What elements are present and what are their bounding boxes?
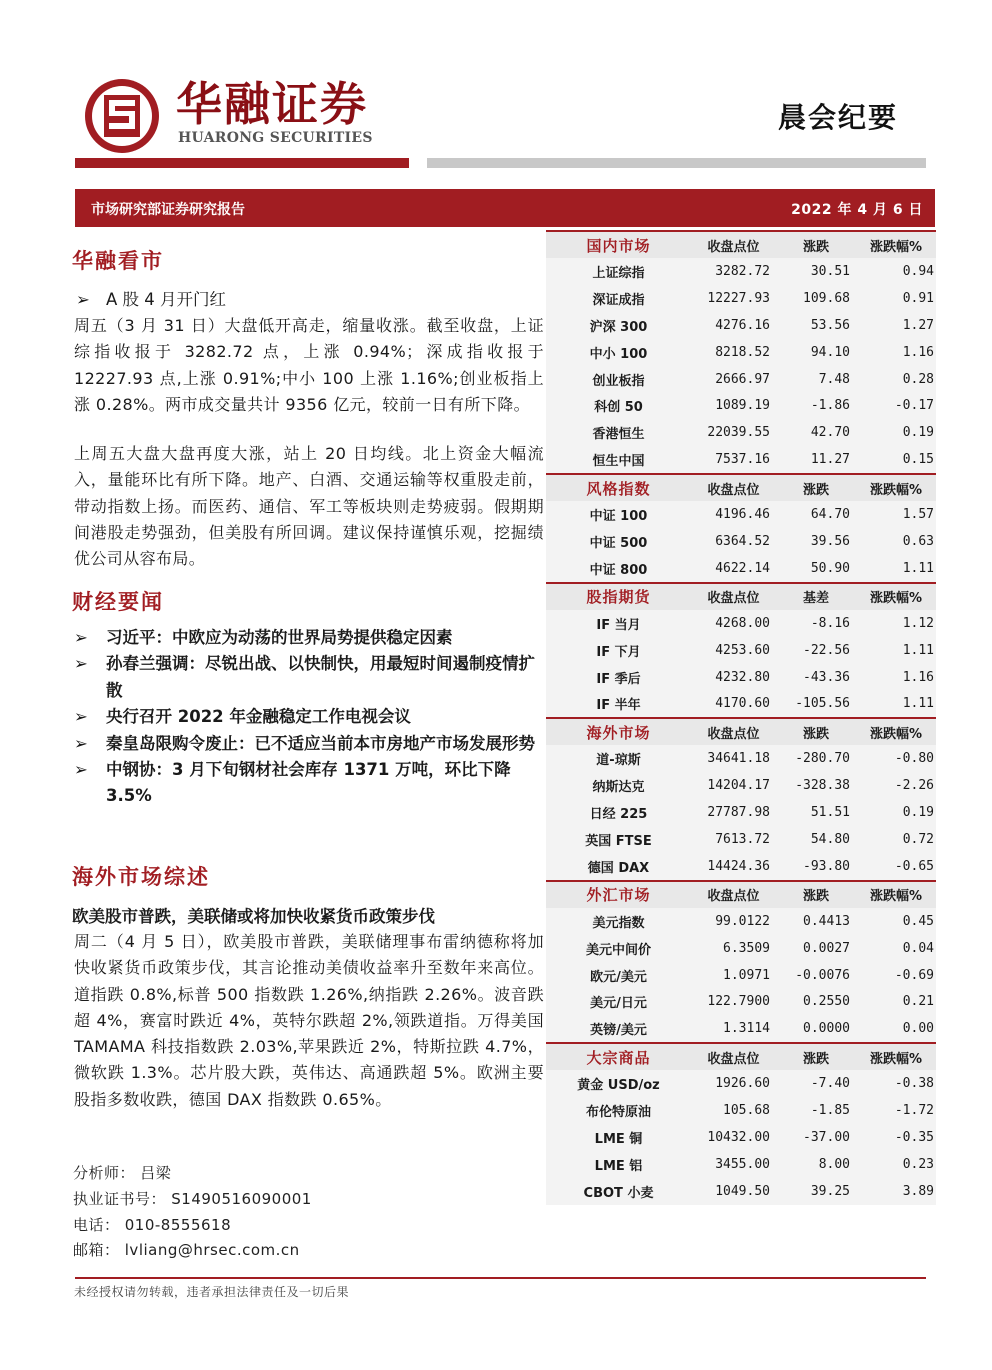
close-value: 3282.72 (691, 258, 776, 285)
change-value: 0.4413 (776, 908, 856, 935)
change-value: -280.70 (776, 745, 856, 772)
section-title-finance-news: 财经要闻 (72, 589, 164, 614)
change-percent: 0.21 (856, 988, 936, 1015)
change-value: -93.80 (776, 853, 856, 881)
index-name: LME 铝 (546, 1151, 691, 1178)
close-value: 14424.36 (691, 853, 776, 881)
analyst-email: 邮箱： lvliang@hrsec.com.cn (73, 1241, 300, 1260)
index-name: 中小 100 (546, 339, 691, 366)
change-percent: 1.27 (856, 312, 936, 339)
news-item: ➢ 孙春兰强调：尽锐出战、以快制快，用最短时间遏制疫情扩散 (74, 651, 546, 704)
index-name: 上证综指 (546, 258, 691, 285)
market-data-table (546, 230, 936, 1205)
close-value: 7613.72 (691, 826, 776, 853)
news-item: ➢ 中钢协：3 月下旬钢材社会库存 1371 万吨，环比下降 3.5% (74, 757, 546, 810)
close-value: 4196.46 (691, 501, 776, 528)
arrow-bullet-icon: ➢ (74, 628, 88, 647)
group-name: 股指期货 (546, 583, 691, 610)
index-name: 纳斯达克 (546, 772, 691, 799)
change-value: 109.68 (776, 285, 856, 312)
column-header: 涨跌 (776, 881, 856, 908)
change-value: -1.86 (776, 392, 856, 419)
change-value: 54.80 (776, 826, 856, 853)
change-percent: -0.80 (856, 745, 936, 772)
header-rule-red (75, 158, 409, 168)
close-value: 7537.16 (691, 446, 776, 474)
column-header: 涨跌幅% (856, 1043, 936, 1070)
change-percent: -0.65 (856, 853, 936, 881)
index-name: 美元/日元 (546, 988, 691, 1015)
column-header: 涨跌 (776, 1043, 856, 1070)
column-header: 基差 (776, 583, 856, 610)
table-row (546, 610, 936, 637)
close-value: 1926.60 (691, 1070, 776, 1097)
table-row (546, 799, 936, 826)
group-name: 国内市场 (546, 231, 691, 258)
change-value: 50.90 (776, 555, 856, 583)
banner-date: 2022 年 4 月 6 日 (791, 202, 923, 218)
table-row (546, 962, 936, 989)
index-name: 美元中间价 (546, 935, 691, 962)
table-row (546, 745, 936, 772)
index-name: 日经 225 (546, 799, 691, 826)
change-percent: -0.17 (856, 392, 936, 419)
change-percent: 0.04 (856, 935, 936, 962)
column-header: 收盘点位 (691, 881, 776, 908)
change-percent: 1.12 (856, 610, 936, 637)
index-name: IF 季后 (546, 664, 691, 691)
analyst-name: 分析师： 吕梁 (73, 1164, 172, 1182)
table-row (546, 664, 936, 691)
close-value: 99.0122 (691, 908, 776, 935)
change-percent: 0.94 (856, 258, 936, 285)
group-name: 海外市场 (546, 718, 691, 745)
column-header: 涨跌幅% (856, 231, 936, 258)
section-title-overseas: 海外市场综述 (72, 864, 210, 889)
brand-name-cn: 华融证券 (176, 77, 368, 131)
index-name: CBOT 小麦 (546, 1178, 691, 1205)
report-banner (75, 189, 935, 227)
change-value: -0.0076 (776, 962, 856, 989)
table-row (546, 1124, 936, 1151)
close-value: 4253.60 (691, 637, 776, 664)
table-group-header (546, 881, 936, 908)
change-percent: 0.72 (856, 826, 936, 853)
analyst-cert-number: 执业证书号： S1490516090001 (73, 1189, 312, 1208)
change-percent: 0.15 (856, 446, 936, 474)
index-name: 英镑/美元 (546, 1015, 691, 1043)
close-value: 27787.98 (691, 799, 776, 826)
index-name: 黄金 USD/oz (546, 1070, 691, 1097)
change-percent: 1.16 (856, 664, 936, 691)
table-group-header (546, 231, 936, 258)
brand-name-en: HUARONG SECURITIES (178, 130, 373, 146)
change-percent: -0.38 (856, 1070, 936, 1097)
close-value: 4276.16 (691, 312, 776, 339)
column-header: 涨跌幅% (856, 583, 936, 610)
footer-rule (75, 1277, 926, 1279)
index-name: 中证 800 (546, 555, 691, 583)
close-value: 1.0971 (691, 962, 776, 989)
group-name: 外汇市场 (546, 881, 691, 908)
index-name: IF 半年 (546, 690, 691, 718)
change-value: 94.10 (776, 339, 856, 366)
change-percent: 0.00 (856, 1015, 936, 1043)
close-value: 1089.19 (691, 392, 776, 419)
close-value: 105.68 (691, 1097, 776, 1124)
market-view-para-2: 上周五大盘大盘再度大涨，站上 20 日均线。北上资金大幅流入，量能环比有所下降。地产、白酒、交通运输等权重股走前，带动指数上扬。而医药、通信、军工等板块则走势疲弱。假期期间港股走势强劲，但美股有所回调。建议保持谨慎乐观，挖掘绩优公司从容布局。 (74, 444, 544, 569)
close-value: 1.3114 (691, 1015, 776, 1043)
index-name: IF 当月 (546, 610, 691, 637)
table-row (546, 637, 936, 664)
table-row (546, 772, 936, 799)
index-name: 香港恒生 (546, 419, 691, 446)
index-name: 英国 FTSE (546, 826, 691, 853)
change-percent: 1.16 (856, 339, 936, 366)
index-name: 恒生中国 (546, 446, 691, 474)
table-row (546, 1070, 936, 1097)
table-row (546, 826, 936, 853)
arrow-bullet-icon: ➢ (74, 760, 88, 780)
column-header: 涨跌幅% (856, 881, 936, 908)
change-value: -7.40 (776, 1070, 856, 1097)
index-name: 中证 100 (546, 501, 691, 528)
index-name: 欧元/美元 (546, 962, 691, 989)
analyst-contact (73, 1161, 312, 1264)
table-row (546, 419, 936, 446)
change-percent: -2.26 (856, 772, 936, 799)
change-value: 0.0000 (776, 1015, 856, 1043)
change-percent: 3.89 (856, 1178, 936, 1205)
change-value: 42.70 (776, 419, 856, 446)
column-header: 收盘点位 (691, 474, 776, 501)
table-row (546, 392, 936, 419)
table-row (546, 853, 936, 881)
table-row (546, 690, 936, 718)
change-percent: -0.69 (856, 962, 936, 989)
header-rule-grey (427, 158, 926, 168)
arrow-bullet-icon: ➢ (74, 654, 88, 674)
change-percent: 0.28 (856, 366, 936, 393)
table-row (546, 339, 936, 366)
change-value: 64.70 (776, 501, 856, 528)
change-value: 8.00 (776, 1151, 856, 1178)
table-group-header (546, 583, 936, 610)
change-value: -43.36 (776, 664, 856, 691)
table-row (546, 528, 936, 555)
change-percent: 0.91 (856, 285, 936, 312)
column-header: 收盘点位 (691, 583, 776, 610)
change-value: 51.51 (776, 799, 856, 826)
table-row (546, 1151, 936, 1178)
arrow-bullet-icon: ➢ (74, 707, 88, 727)
change-percent: 1.11 (856, 555, 936, 583)
column-header: 收盘点位 (691, 718, 776, 745)
column-header: 收盘点位 (691, 1043, 776, 1070)
change-percent: 0.45 (856, 908, 936, 935)
arrow-bullet-icon: ➢ (76, 290, 90, 309)
index-name: 布伦特原油 (546, 1097, 691, 1124)
column-header: 涨跌幅% (856, 474, 936, 501)
close-value: 3455.00 (691, 1151, 776, 1178)
change-value: 30.51 (776, 258, 856, 285)
index-name: 科创 50 (546, 392, 691, 419)
change-percent: 1.11 (856, 690, 936, 718)
index-name: 深证成指 (546, 285, 691, 312)
change-value: -105.56 (776, 690, 856, 718)
column-header: 涨跌 (776, 474, 856, 501)
table-group-header (546, 474, 936, 501)
table-row (546, 935, 936, 962)
column-header: 涨跌 (776, 718, 856, 745)
change-value: 39.56 (776, 528, 856, 555)
index-name: LME 铜 (546, 1124, 691, 1151)
change-value: 0.2550 (776, 988, 856, 1015)
banner-department: 市场研究部证券研究报告 (91, 202, 245, 218)
change-value: 53.56 (776, 312, 856, 339)
table-row (546, 555, 936, 583)
close-value: 122.7900 (691, 988, 776, 1015)
change-value: -1.85 (776, 1097, 856, 1124)
change-value: -328.38 (776, 772, 856, 799)
change-percent: 0.19 (856, 419, 936, 446)
column-header: 涨跌幅% (856, 718, 936, 745)
group-name: 大宗商品 (546, 1043, 691, 1070)
close-value: 4232.80 (691, 664, 776, 691)
table-row (546, 1015, 936, 1043)
close-value: 4622.14 (691, 555, 776, 583)
close-value: 10432.00 (691, 1124, 776, 1151)
index-name: 沪深 300 (546, 312, 691, 339)
news-item: ➢ 习近平：中欧应为动荡的世界局势提供稳定因素 (74, 625, 546, 651)
analyst-phone: 电话： 010-8555618 (73, 1215, 232, 1234)
news-item: ➢ 央行召开 2022 年金融稳定工作电视会议 (74, 704, 546, 730)
market-view-headline: A 股 4 月开门红 (106, 290, 227, 309)
change-percent: 1.57 (856, 501, 936, 528)
index-name: IF 下月 (546, 637, 691, 664)
table-row (546, 501, 936, 528)
change-value: 0.0027 (776, 935, 856, 962)
change-percent: 0.63 (856, 528, 936, 555)
index-name: 中证 500 (546, 528, 691, 555)
close-value: 6364.52 (691, 528, 776, 555)
table-group-header (546, 1043, 936, 1070)
column-header: 收盘点位 (691, 231, 776, 258)
column-header: 涨跌 (776, 231, 856, 258)
table-row (546, 258, 936, 285)
table-row (546, 988, 936, 1015)
table-row (546, 908, 936, 935)
table-row (546, 1097, 936, 1124)
close-value: 34641.18 (691, 745, 776, 772)
close-value: 2666.97 (691, 366, 776, 393)
change-value: -22.56 (776, 637, 856, 664)
section-title-market-view: 华融看市 (72, 248, 164, 273)
change-value: 39.25 (776, 1178, 856, 1205)
close-value: 1049.50 (691, 1178, 776, 1205)
table-row (546, 312, 936, 339)
group-name: 风格指数 (546, 474, 691, 501)
table-row (546, 366, 936, 393)
table-group-header (546, 718, 936, 745)
close-value: 22039.55 (691, 419, 776, 446)
change-percent: 0.19 (856, 799, 936, 826)
table-row (546, 285, 936, 312)
close-value: 12227.93 (691, 285, 776, 312)
close-value: 8218.52 (691, 339, 776, 366)
huarong-logo-icon (82, 76, 162, 156)
change-value: -37.00 (776, 1124, 856, 1151)
close-value: 6.3509 (691, 935, 776, 962)
table-row (546, 1178, 936, 1205)
overseas-subtitle: 欧美股市普跌，美联储或将加快收紧货币政策步伐 (72, 907, 435, 926)
close-value: 4170.60 (691, 690, 776, 718)
close-value: 14204.17 (691, 772, 776, 799)
market-view-para-1: 周五（3 月 31 日）大盘低开高走，缩量收涨。截至收盘，上证综指收报于 3282.72 点，上涨 0.94%；深成指收报于 12227.93 点,上涨 0.91%;中小 100 上涨 1.16%;创业板指上涨 0.28%。两市成交量共计 9356 亿元，较前一日有所下降。 (74, 316, 544, 414)
change-percent: -1.72 (856, 1097, 936, 1124)
arrow-bullet-icon: ➢ (74, 733, 88, 753)
change-value: -8.16 (776, 610, 856, 637)
index-name: 创业板指 (546, 366, 691, 393)
change-value: 11.27 (776, 446, 856, 474)
document-type-title: 晨会纪要 (777, 101, 898, 134)
table-row (546, 446, 936, 474)
change-percent: 1.11 (856, 637, 936, 664)
overseas-paragraph: 周二（4 月 5 日），欧美股市普跌，美联储理事布雷纳德称将加快收紧货币政策步伐，其言论推动美债收益率升至数年来高位。道指跌 0.8%,标普 500 指数跌 1.26%,纳指跌 2.26%。波音跌超 4%，赛富时跌近 4%，英特尔跌超 2%,领跌道指。万得美国 TAMAMA 科技指数跌 2.03%,苹果跌近 2%，特斯拉跌 4.7%，微软跌 1.3%。芯片股大跌，英伟达、高通跌超 5%。欧洲主要股指多数收跌，德国 DAX 指数跌 0.65%。 (74, 932, 544, 1109)
index-name: 道-琼斯 (546, 745, 691, 772)
index-name: 美元指数 (546, 908, 691, 935)
news-item: ➢ 秦皇岛限购令废止：已不适应当前本市房地产市场发展形势 (74, 731, 546, 757)
change-percent: 0.23 (856, 1151, 936, 1178)
change-value: 7.48 (776, 366, 856, 393)
footer-disclaimer: 未经授权请勿转载，违者承担法律责任及一切后果 (74, 1285, 350, 1299)
index-name: 德国 DAX (546, 853, 691, 881)
change-percent: -0.35 (856, 1124, 936, 1151)
close-value: 4268.00 (691, 610, 776, 637)
finance-news-list (74, 625, 546, 810)
market-view-bullet (76, 287, 226, 313)
